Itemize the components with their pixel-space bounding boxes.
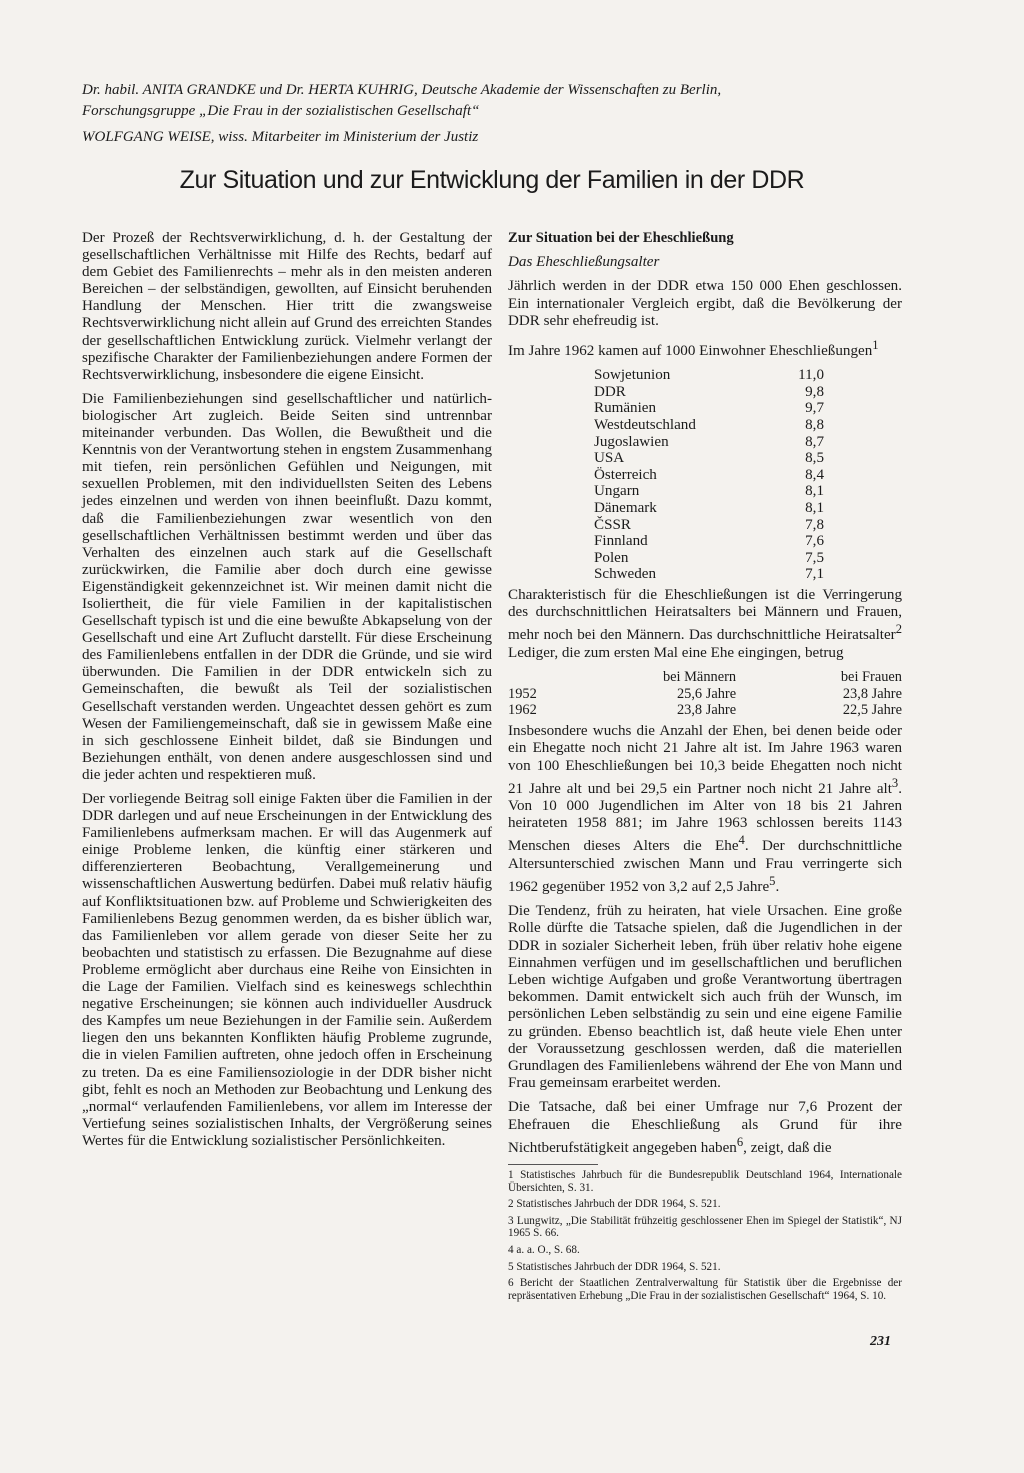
paragraph: Die Tendenz, früh zu heiraten, hat viele Ursachen. Eine große Rolle dürfte die Tatsache spielen, daß die Jugendlichen in der DDR in sozialer Sicherheit leben, früh über relativ hohe eigene Einnahmen verfügen und im gesellschaftlichen und beruflichen Leben wichtige Aufgaben und große Verantwortung übertragen bekommen. Damit entwickelt sich auch früh der Wunsch, im persönlichen Leben selbständig zu sein und eine eigene Familie zu gründen. Ebenso beachtlich ist, daß heute viele Ehen unter der Voraussetzung geschlossen werden, daß die materiellen Grundlagen des Familienlebens während der Ehe von Mann und Frau gemeinsam erarbeitet werden. xyxy=(508,903,902,1092)
authors-line-1: Dr. habil. ANITA GRANDKE und Dr. HERTA KUHRIG, Deutsche Akademie der Wissenschaften zu Berlin, xyxy=(82,82,722,98)
footnote: 6 Bericht der Staatlichen Zentralverwaltung für Statistik über die Ergebnisse der repräsentativen Erhebung „Die Frau in der sozialistischen Gesellschaft“ 1964, S. 10. xyxy=(508,1277,902,1302)
footnote: 3 Lungwitz, „Die Stabilität frühzeitig geschlossener Ehen im Spiegel der Statistik“, NJ 1965 S. 66. xyxy=(508,1214,902,1240)
page-number: 231 xyxy=(870,1334,891,1349)
year-cell: 1952 xyxy=(508,685,537,702)
country-cell: Finnland xyxy=(594,533,648,550)
footnote-ref: 3 xyxy=(891,775,899,790)
table-row xyxy=(594,500,824,517)
paragraph: Die Familienbeziehungen sind gesellschaftlicher und natürlich-biologischer Art zugleich. Beide Seiten sind untrennbar miteinander verbunden. Das Wollen, die Bewußtheit und die Kenntnis von der Verantwortung stehen in engstem Zusammenhang mit tiefen, rein persönlichen Gefühlen und Neigungen, mit sexuellen Problemen, mit den individuellsten Seiten des Lebens jedes einzelnen und werden von ihnen beeinflußt. Dazu kommt, daß die Familienbeziehungen zwar wesentlich von den gesellschaftlichen Verhältnissen bestimmt werden und über das Verhalten des einzelnen auch stark auf die Gesellschaft zurückwirken, die Familie aber doch durch eine gewisse Eigenständigkeit gekennzeichnet ist. Wir meinen damit nicht die Isoliertheit, die für viele Familien in der kapitalistischen Gesellschaft typisch ist und die eine bewußte Abkapselung von der Gesellschaft und eine Art Zuflucht darstellt. Für diese Erscheinung des Familienlebens entfallen in der DDR die Gründe, und sie wird überwunden. Die Familien in der DDR entwickeln sich zu Gemeinschaften, die bewußt als Teil der sozialistischen Gesellschaft verstanden werden. Ungeachtet dessen gehört es zum Wesen der Familiengemeinschaft, daß sie in gewissem Maße eine in sich geschlossene Einheit bildet, daß sie Bindungen und Beziehungen enthält, von denen andere ausgeschlossen sind und die jeder achten und respektieren muß. xyxy=(82,390,492,783)
table-row xyxy=(594,550,824,567)
country-cell: Polen xyxy=(594,549,629,566)
country-cell: Sowjetunion xyxy=(594,367,671,384)
footnotes xyxy=(508,1169,902,1302)
women-cell: 22,5 Jahre xyxy=(842,702,902,719)
table-header-row xyxy=(508,669,902,686)
text-run: . xyxy=(775,878,780,895)
footnote-ref: 2 xyxy=(895,622,902,637)
table-row xyxy=(594,566,824,583)
value-cell: 9,8 xyxy=(805,383,824,400)
value-cell: 7,1 xyxy=(805,566,824,583)
table-row xyxy=(594,483,824,500)
subheading: Das Eheschließungsalter xyxy=(508,254,660,271)
country-cell: DDR xyxy=(594,383,626,400)
table-row xyxy=(594,417,824,434)
year-cell: 1962 xyxy=(508,702,537,719)
country-cell: Jugoslawien xyxy=(594,433,669,450)
table-row xyxy=(594,450,824,467)
text-run: . Von 10 000 Jugendlichen im Alter von 18 bis 21 Jahren heirateten 1958 881; im Jahre 1963 schlossen bereits 1143 Menschen dieses Alters die Ehe xyxy=(508,780,902,855)
text-run: Insbesondere wuchs die Anzahl der Ehen, bei denen beide oder ein Ehegatte noch nicht 21 Jahre alt ist. Im Jahre 1963 waren von 100 Eheschließungen bei 10,3 beide Ehegatten noch nicht 21 Jahre alt und bei 29,5 ein Partner noch nicht 21 Jahre alt xyxy=(508,723,902,797)
value-cell: 7,8 xyxy=(805,516,824,533)
marriage-rate-table xyxy=(594,367,824,583)
marriage-age-table xyxy=(508,669,902,719)
left-column xyxy=(82,230,492,1157)
men-cell: 25,6 Jahre xyxy=(676,685,737,702)
table-row xyxy=(508,702,902,719)
table-row xyxy=(594,384,824,401)
table-row xyxy=(594,517,824,534)
author-block xyxy=(82,80,902,148)
article-title: Zur Situation und zur Entwicklung der Familien in der DDR xyxy=(179,166,805,194)
value-cell: 8,7 xyxy=(805,433,824,450)
year-header-cell xyxy=(508,669,586,686)
country-cell: Ungarn xyxy=(594,483,640,500)
women-header-cell: bei Frauen xyxy=(840,668,902,685)
paragraph: Der vorliegende Beitrag soll einige Fakten über die Familien in der DDR darlegen und auf neue Erscheinungen in der Entwicklung des Familienlebens aufmerksam machen. Er will das Augenmerk auf einige Probleme lenken, die künftig einer stärkeren und differenzierteren Beobachtung, Verallgemeinerung und wissenschaftlichen Auswertung bedürfen. Dabei muß relativ häufig auf Konfliktsituationen bzw. auf Probleme und Schwierigkeiten des Familienlebens Bezug genommen werden, da es bisher üblich war, das Familienleben vor allem gerade von dieser Seite her zu beobachten und statistisch zu erfassen. Die Bezugnahme auf diese Probleme ermöglicht aber durchaus eine Reihe von Einsichten in die Lage der Familien. Vielfach sind es keineswegs schlechthin negative Erscheinungen; sie können auch individueller Ausdruck des Kampfes um neue Beziehungen in der Familie sein. Außerdem liegen den uns bekannten Konflikten häufig Probleme zugrunde, die in vielen Familien auftreten, ohne jedoch offen in Erscheinung zu treten. Da es eine Familiensoziologie in der DDR bisher nicht gibt, fehlt es noch an Methoden zur Beobachtung und Lenkung des „normal“ verlaufenden Familienlebens, vor allem im Interesse der Vertiefung seines sozialistischen Inhalts, der Vergrößerung seines Wertes für die Entwicklung sozialistischer Persönlichkeiten. xyxy=(82,791,492,1149)
value-cell: 7,5 xyxy=(805,549,824,566)
paragraph xyxy=(508,1099,902,1157)
authors-line-2: Forschungsgruppe „Die Frau in der sozialistischen Gesellschaft“ xyxy=(82,103,480,119)
text-run: , zeigt, daß die xyxy=(743,1139,832,1156)
text-run: . Der durchschnittliche Altersunterschied zwischen Mann und Frau verringerte sich 1962 gegenüber 1952 von 3,2 auf 2,5 Jahre xyxy=(508,838,902,895)
value-cell: 8,4 xyxy=(805,466,824,483)
value-cell: 8,5 xyxy=(805,450,824,467)
country-cell: Schweden xyxy=(594,566,657,583)
country-cell: ČSSR xyxy=(594,516,631,533)
footnote-ref: 6 xyxy=(736,1134,744,1149)
text-run: Die Tatsache, daß bei einer Umfrage nur 7,6 Prozent der Ehefrauen die Eheschließung als Grund für ihre Nichtberufstätigkeit angegeben haben xyxy=(508,1099,902,1156)
footnote-ref: 5 xyxy=(769,873,776,888)
value-cell: 7,6 xyxy=(805,533,824,550)
table-row xyxy=(594,467,824,484)
right-column xyxy=(508,230,902,1306)
text-run: Lediger, die zum ersten Mal eine Ehe eingingen, betrug xyxy=(508,644,844,661)
value-cell: 9,7 xyxy=(805,400,824,417)
authors-line-3: WOLFGANG WEISE, wiss. Mitarbeiter im Ministerium der Justiz xyxy=(82,129,479,145)
footnote: 5 Statistisches Jahrbuch der DDR 1964, S. 521. xyxy=(508,1260,721,1273)
text-run: Im Jahre 1962 kamen auf 1000 Einwohner Eheschließungen xyxy=(508,343,873,360)
paragraph: Jährlich werden in der DDR etwa 150 000 Ehen geschlossen. Ein internationaler Vergleich ergibt, daß die Bevölkerung der DDR sehr ehefreudig ist. xyxy=(508,278,902,329)
paragraph xyxy=(508,723,902,896)
table-row xyxy=(594,434,824,451)
country-cell: Dänemark xyxy=(594,500,657,516)
value-cell: 8,1 xyxy=(805,483,824,500)
men-header-cell: bei Männern xyxy=(662,668,737,685)
table-row xyxy=(594,533,824,550)
footnote-ref: 1 xyxy=(872,338,879,353)
value-cell: 11,0 xyxy=(798,367,824,384)
table-row xyxy=(594,400,824,417)
section-heading: Zur Situation bei der Eheschließung xyxy=(508,230,734,246)
country-cell: USA xyxy=(594,450,625,467)
women-cell: 23,8 Jahre xyxy=(842,685,902,702)
paragraph xyxy=(508,337,902,360)
country-cell: Rumänien xyxy=(594,400,657,417)
footnote: 4 a. a. O., S. 68. xyxy=(508,1243,580,1256)
paragraph xyxy=(508,587,902,662)
footnote: 1 Statistisches Jahrbuch für die Bundesrepublik Deutschland 1964, Internationale Übersichten, S. 31. xyxy=(508,1169,902,1194)
paragraph: Der Prozeß der Rechtsverwirklichung, d. h. der Gestaltung der gesellschaftlichen Verhältnisse mit Hilfe des Rechts, bedarf auf dem Gebiet des Familienrechts – mehr als in den meisten anderen Bereichen – der selbständigen, gewollten, auf Einsicht beruhenden Handlung der Menschen. Hier tritt die zwangsweise Rechtsverwirklichung nicht allein auf Grund des erreichten Standes der gesellschaftlichen Entwicklung zurück. Vielmehr verlangt der spezifische Charakter der Familienbeziehungen andere Formen der Rechtsverwirklichung, insbesondere die eigene Einsicht. xyxy=(82,230,492,383)
value-cell: 8,1 xyxy=(805,500,824,516)
men-cell: 23,8 Jahre xyxy=(676,702,737,719)
table-row xyxy=(594,367,824,384)
footnote: 2 Statistisches Jahrbuch der DDR 1964, S. 521. xyxy=(508,1198,721,1211)
table-row xyxy=(508,686,902,703)
value-cell: 8,8 xyxy=(805,417,824,434)
footnote-divider xyxy=(508,1164,598,1165)
country-cell: Westdeutschland xyxy=(594,417,696,434)
footnote-ref: 4 xyxy=(738,833,745,848)
text-run: Charakteristisch für die Eheschließungen ist die Verringerung des durchschnittlichen Heiratsalters bei Männern und Frauen, mehr noch bei den Männern. Das durchschnittliche Heiratsalter xyxy=(508,586,902,644)
country-cell: Österreich xyxy=(594,466,657,483)
